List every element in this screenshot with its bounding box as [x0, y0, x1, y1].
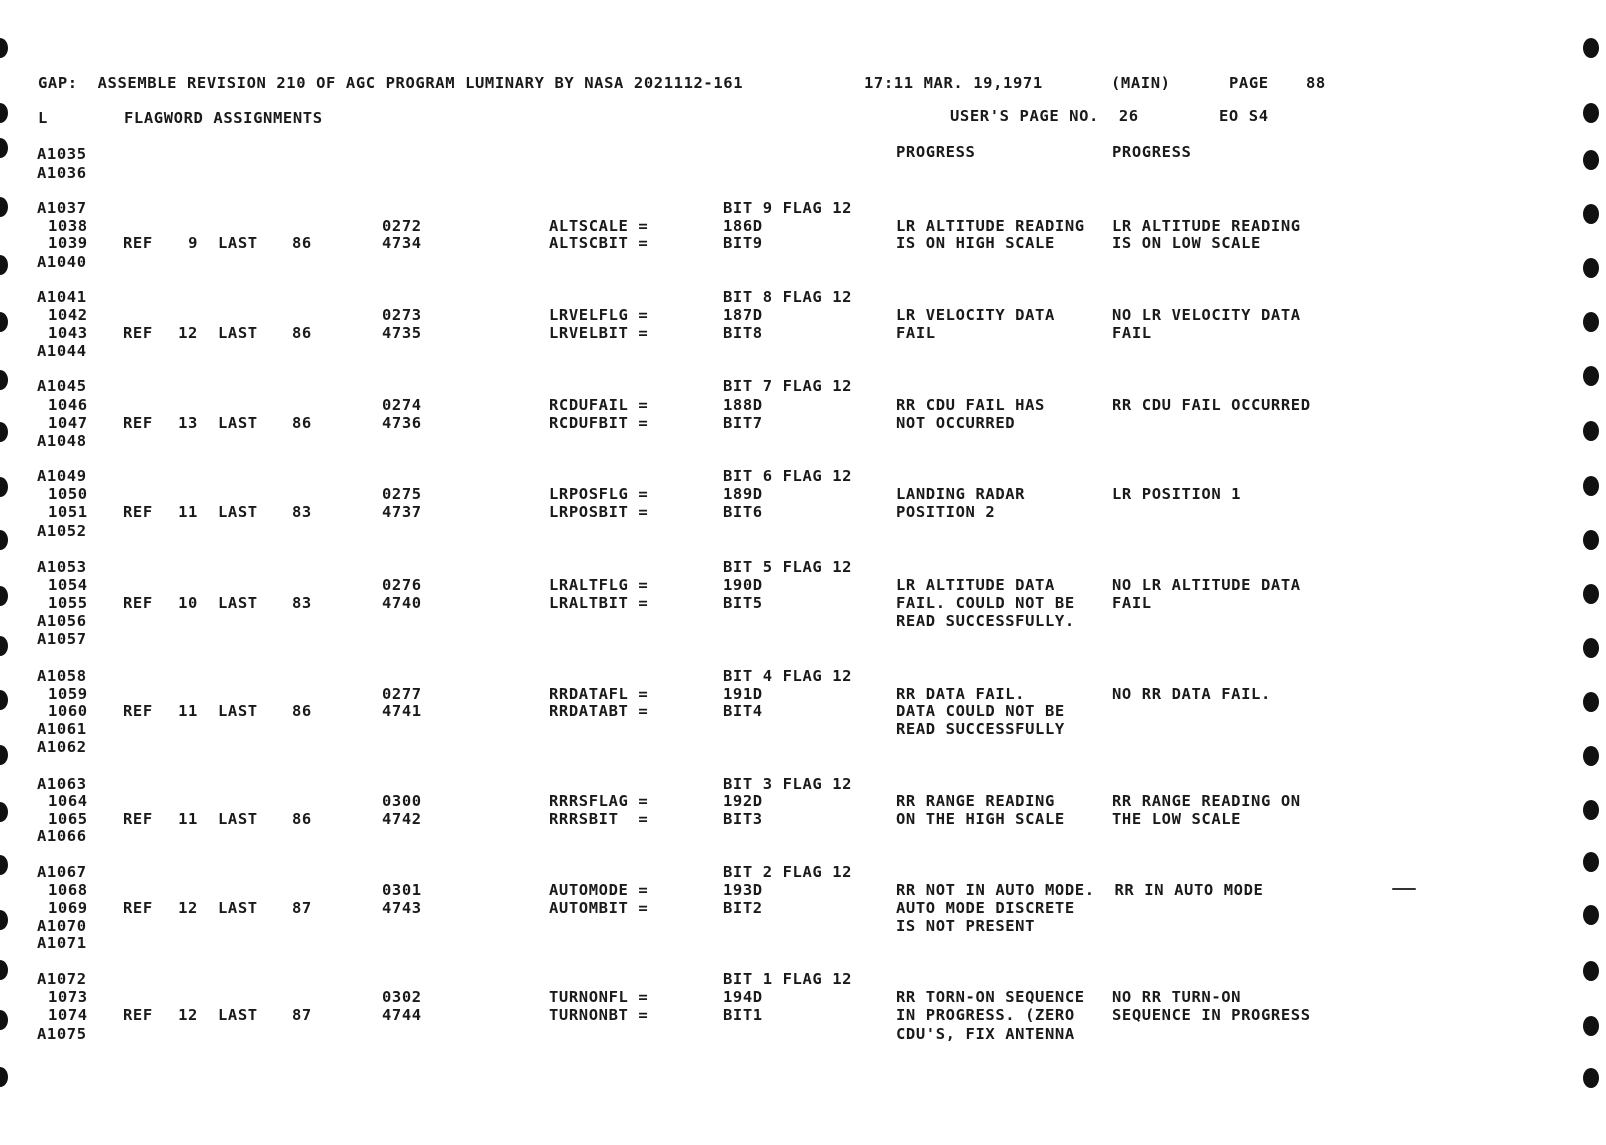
line-number: 1047: [48, 414, 88, 432]
symbol-definition: RRDATABT =: [549, 702, 649, 720]
last-label: LAST: [218, 810, 258, 828]
reset-meaning-comment: SEQUENCE IN PROGRESS: [1112, 1006, 1311, 1024]
ref-count: 13: [178, 414, 198, 432]
set-meaning-comment: CDU'S, FIX ANTENNA: [896, 1025, 1075, 1043]
last-label: LAST: [218, 899, 258, 917]
feed-hole: [0, 422, 8, 442]
line-number: 1042: [48, 306, 88, 324]
feed-hole: [0, 255, 8, 275]
feed-hole: [1583, 421, 1599, 441]
line-number: 1055: [48, 594, 88, 612]
symbol-definition: LRALTFLG =: [549, 576, 649, 594]
bit-flag-comment: BIT 3 FLAG 12: [723, 775, 853, 793]
last-label: LAST: [218, 702, 258, 720]
ref-label: REF: [123, 1006, 153, 1024]
reset-meaning-comment: NO LR VELOCITY DATA: [1112, 306, 1301, 324]
symbol-value: BIT7: [723, 414, 763, 432]
set-meaning-comment: ON THE HIGH SCALE: [896, 810, 1065, 828]
set-meaning-comment: NOT OCCURRED: [896, 414, 1016, 432]
reset-meaning-comment: THE LOW SCALE: [1112, 810, 1242, 828]
line-number: A1058: [37, 667, 87, 685]
page-label: PAGE: [1229, 74, 1269, 92]
set-meaning-comment: RR TORN-ON SEQUENCE: [896, 988, 1085, 1006]
feed-hole: [1583, 584, 1599, 604]
set-meaning-comment: FAIL. COULD NOT BE: [896, 594, 1075, 612]
set-meaning-comment: LR ALTITUDE READING: [896, 217, 1085, 235]
set-meaning-comment: READ SUCCESSFULLY: [896, 720, 1065, 738]
symbol-value: BIT5: [723, 594, 763, 612]
bit-flag-comment: BIT 8 FLAG 12: [723, 288, 853, 306]
symbol-definition: AUTOMODE =: [549, 881, 649, 899]
last-page: 86: [292, 414, 312, 432]
feed-hole: [1583, 530, 1599, 550]
reset-meaning-comment: NO RR TURN-ON: [1112, 988, 1242, 1006]
feed-hole: [0, 636, 8, 656]
last-page: 83: [292, 594, 312, 612]
feed-hole: [1583, 258, 1599, 278]
line-number: A1072: [37, 970, 87, 988]
symbol-value: BIT1: [723, 1006, 763, 1024]
feed-hole: [0, 802, 8, 822]
last-label: LAST: [218, 503, 258, 521]
line-number: A1066: [37, 827, 87, 845]
set-meaning-comment: RR RANGE READING: [896, 792, 1055, 810]
line-number: A1067: [37, 863, 87, 881]
line-number: A1075: [37, 1025, 87, 1043]
line-number: A1035: [37, 145, 87, 163]
feed-hole: [1583, 746, 1599, 766]
symbol-value: 188D: [723, 396, 763, 414]
line-number: A1041: [37, 288, 87, 306]
ref-label: REF: [123, 594, 153, 612]
line-number: A1045: [37, 377, 87, 395]
bit-flag-comment: BIT 2 FLAG 12: [723, 863, 853, 881]
ref-label: REF: [123, 503, 153, 521]
symbol-definition: RRRSBIT =: [549, 810, 649, 828]
line-number: 1046: [48, 396, 88, 414]
last-page: 86: [292, 810, 312, 828]
ref-label: REF: [123, 324, 153, 342]
ref-count: 12: [178, 899, 198, 917]
reset-meaning-comment: RR CDU FAIL OCCURRED: [1112, 396, 1311, 414]
bit-flag-comment: BIT 5 FLAG 12: [723, 558, 853, 576]
symbol-value: 192D: [723, 792, 763, 810]
listing-timestamp: 17:11 MAR. 19,1971: [864, 74, 1043, 92]
last-page: 86: [292, 324, 312, 342]
octal-address: 0274: [382, 396, 422, 414]
last-page: 87: [292, 1006, 312, 1024]
line-number: 1054: [48, 576, 88, 594]
line-number: 1068: [48, 881, 88, 899]
last-page: 87: [292, 899, 312, 917]
feed-hole: [0, 745, 8, 765]
reset-meaning-comment: NO LR ALTITUDE DATA: [1112, 576, 1301, 594]
section-title: FLAGWORD ASSIGNMENTS: [124, 109, 323, 127]
set-meaning-comment: LR VELOCITY DATA: [896, 306, 1055, 324]
feed-hole: [0, 197, 8, 217]
ref-label: REF: [123, 810, 153, 828]
feed-hole: [0, 477, 8, 497]
line-number: A1040: [37, 253, 87, 271]
bit-flag-comment: BIT 6 FLAG 12: [723, 467, 853, 485]
last-page: 83: [292, 503, 312, 521]
feed-hole: [0, 855, 8, 875]
line-number: A1048: [37, 432, 87, 450]
line-number: 1069: [48, 899, 88, 917]
feed-hole: [0, 103, 8, 123]
symbol-definition: RCDUFAIL =: [549, 396, 649, 414]
progress-column-header-reset: PROGRESS: [1112, 143, 1192, 161]
set-meaning-comment: AUTO MODE DISCRETE: [896, 899, 1075, 917]
octal-address: 0273: [382, 306, 422, 324]
octal-address: 4744: [382, 1006, 422, 1024]
reset-meaning-comment: IS ON LOW SCALE: [1112, 234, 1261, 252]
feed-hole: [0, 960, 8, 980]
line-number: 1051: [48, 503, 88, 521]
set-meaning-comment: LR ALTITUDE DATA: [896, 576, 1055, 594]
octal-address: 0302: [382, 988, 422, 1006]
line-number: A1049: [37, 467, 87, 485]
line-number: 1074: [48, 1006, 88, 1024]
feed-hole: [0, 586, 8, 606]
feed-hole: [1583, 1016, 1599, 1036]
line-number: A1056: [37, 612, 87, 630]
set-meaning-comment: IS ON HIGH SCALE: [896, 234, 1055, 252]
symbol-value: 186D: [723, 217, 763, 235]
ref-count: 11: [178, 702, 198, 720]
feed-hole: [0, 530, 8, 550]
line-number: A1036: [37, 164, 87, 182]
reset-meaning-comment: FAIL: [1112, 324, 1152, 342]
symbol-definition: LRPOSBIT =: [549, 503, 649, 521]
feed-hole: [0, 1067, 8, 1087]
last-page: 86: [292, 234, 312, 252]
symbol-value: 187D: [723, 306, 763, 324]
symbol-definition: RRRSFLAG =: [549, 792, 649, 810]
symbol-value: BIT9: [723, 234, 763, 252]
line-number: A1044: [37, 342, 87, 360]
octal-address: 4736: [382, 414, 422, 432]
feed-hole: [1583, 1068, 1599, 1088]
symbol-definition: LRPOSFLG =: [549, 485, 649, 503]
reset-meaning-comment: FAIL: [1112, 594, 1152, 612]
ref-count: 12: [178, 324, 198, 342]
users-page-number: USER'S PAGE NO. 26: [950, 107, 1139, 125]
octal-address: 4740: [382, 594, 422, 612]
line-number: 1064: [48, 792, 88, 810]
symbol-definition: RRDATAFL =: [549, 685, 649, 703]
reset-meaning-comment: LR POSITION 1: [1112, 485, 1242, 503]
bit-flag-comment: BIT 7 FLAG 12: [723, 377, 853, 395]
feed-hole: [1583, 204, 1599, 224]
line-number: A1061: [37, 720, 87, 738]
octal-address: 4737: [382, 503, 422, 521]
line-number: A1071: [37, 934, 87, 952]
octal-address: 4741: [382, 702, 422, 720]
symbol-value: BIT8: [723, 324, 763, 342]
feed-hole: [0, 370, 8, 390]
line-number: 1039: [48, 234, 88, 252]
bit-flag-comment: BIT 1 FLAG 12: [723, 970, 853, 988]
feed-hole: [0, 690, 8, 710]
line-number: 1038: [48, 217, 88, 235]
ref-label: REF: [123, 899, 153, 917]
symbol-value: 193D: [723, 881, 763, 899]
ref-count: 12: [178, 1006, 198, 1024]
line-number: 1065: [48, 810, 88, 828]
set-meaning-comment: RR NOT IN AUTO MODE. RR IN AUTO MODE: [896, 881, 1264, 899]
line-number: 1059: [48, 685, 88, 703]
last-label: LAST: [218, 414, 258, 432]
line-number: A1053: [37, 558, 87, 576]
octal-address: 0300: [382, 792, 422, 810]
symbol-definition: LRALTBIT =: [549, 594, 649, 612]
set-meaning-comment: DATA COULD NOT BE: [896, 702, 1065, 720]
feed-hole: [1583, 366, 1599, 386]
symbol-value: 191D: [723, 685, 763, 703]
feed-hole: [1583, 38, 1599, 58]
set-meaning-comment: POSITION 2: [896, 503, 996, 521]
octal-address: 4735: [382, 324, 422, 342]
feed-hole: [1583, 961, 1599, 981]
symbol-definition: RCDUFBIT =: [549, 414, 649, 432]
line-number: A1070: [37, 917, 87, 935]
set-meaning-comment: RR DATA FAIL.: [896, 685, 1026, 703]
octal-address: 0272: [382, 217, 422, 235]
last-label: LAST: [218, 234, 258, 252]
set-meaning-comment: RR CDU FAIL HAS: [896, 396, 1045, 414]
line-number: A1037: [37, 199, 87, 217]
symbol-value: BIT2: [723, 899, 763, 917]
symbol-definition: AUTOMBIT =: [549, 899, 649, 917]
ref-count: 11: [178, 503, 198, 521]
octal-address: 0275: [382, 485, 422, 503]
reset-meaning-comment: LR ALTITUDE READING: [1112, 217, 1301, 235]
feed-hole: [1583, 800, 1599, 820]
feed-hole: [1583, 103, 1599, 123]
reset-meaning-comment: NO RR DATA FAIL.: [1112, 685, 1271, 703]
page-number: 88: [1306, 74, 1326, 92]
set-meaning-comment: IN PROGRESS. (ZERO: [896, 1006, 1075, 1024]
line-number: A1062: [37, 738, 87, 756]
last-page: 86: [292, 702, 312, 720]
feed-hole: [0, 910, 8, 930]
line-number: A1057: [37, 630, 87, 648]
last-label: LAST: [218, 594, 258, 612]
line-number: A1052: [37, 522, 87, 540]
octal-address: 0301: [382, 881, 422, 899]
symbol-definition: LRVELFLG =: [549, 306, 649, 324]
symbol-definition: LRVELBIT =: [549, 324, 649, 342]
feed-hole: [1583, 852, 1599, 872]
symbol-value: BIT3: [723, 810, 763, 828]
octal-address: 4742: [382, 810, 422, 828]
feed-hole: [0, 312, 8, 332]
symbol-value: BIT4: [723, 702, 763, 720]
feed-hole: [0, 38, 8, 58]
feed-hole: [1583, 905, 1599, 925]
line-number: 1050: [48, 485, 88, 503]
reset-meaning-comment: RR RANGE READING ON: [1112, 792, 1301, 810]
set-meaning-comment: READ SUCCESSFULLY.: [896, 612, 1075, 630]
ref-count: 10: [178, 594, 198, 612]
feed-hole: [0, 138, 8, 158]
feed-hole: [1583, 638, 1599, 658]
line-number: 1073: [48, 988, 88, 1006]
feed-hole: [1583, 150, 1599, 170]
symbol-definition: ALTSCALE =: [549, 217, 649, 235]
symbol-value: 194D: [723, 988, 763, 1006]
progress-column-header-set: PROGRESS: [896, 143, 976, 161]
symbol-definition: TURNONBT =: [549, 1006, 649, 1024]
symbol-value: 190D: [723, 576, 763, 594]
ref-label: REF: [123, 234, 153, 252]
assembly-header: GAP: ASSEMBLE REVISION 210 OF AGC PROGRAM LUMINARY BY NASA 2021112-161: [38, 74, 744, 92]
ref-count: 9: [188, 234, 198, 252]
set-meaning-comment: IS NOT PRESENT: [896, 917, 1036, 935]
symbol-value: 189D: [723, 485, 763, 503]
line-number: 1060: [48, 702, 88, 720]
symbol-definition: TURNONFL =: [549, 988, 649, 1006]
ref-label: REF: [123, 414, 153, 432]
set-meaning-comment: FAIL: [896, 324, 936, 342]
ref-label: REF: [123, 702, 153, 720]
symbol-definition: ALTSCBIT =: [549, 234, 649, 252]
printer-mark: [1392, 888, 1416, 890]
feed-hole: [1583, 312, 1599, 332]
line-number: 1043: [48, 324, 88, 342]
bit-flag-comment: BIT 9 FLAG 12: [723, 199, 853, 217]
line-number: A1063: [37, 775, 87, 793]
eo-code: EO S4: [1219, 107, 1269, 125]
l-marker: L: [38, 109, 48, 127]
octal-address: 4734: [382, 234, 422, 252]
feed-hole: [1583, 476, 1599, 496]
main-tag: (MAIN): [1111, 74, 1171, 92]
bit-flag-comment: BIT 4 FLAG 12: [723, 667, 853, 685]
feed-hole: [1583, 692, 1599, 712]
last-label: LAST: [218, 1006, 258, 1024]
octal-address: 0276: [382, 576, 422, 594]
set-meaning-comment: LANDING RADAR: [896, 485, 1026, 503]
octal-address: 0277: [382, 685, 422, 703]
last-label: LAST: [218, 324, 258, 342]
symbol-value: BIT6: [723, 503, 763, 521]
feed-hole: [0, 1010, 8, 1030]
ref-count: 11: [178, 810, 198, 828]
octal-address: 4743: [382, 899, 422, 917]
